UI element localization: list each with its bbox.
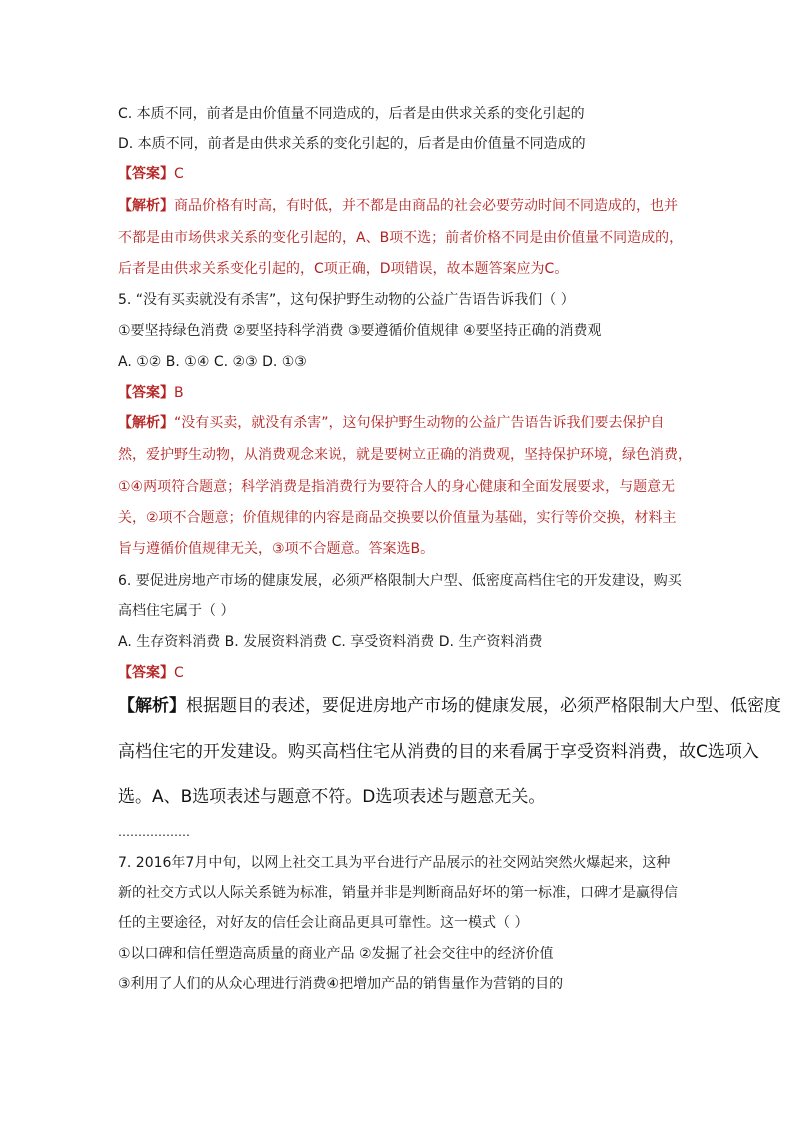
q6-choices: A. 生存资料消费 B. 发展资料消费 C. 享受资料消费 D. 生产资料消费 (118, 634, 543, 650)
q6-explanation-line-2: 高档住宅的开发建设。购买高档住宅从消费的目的来看属于享受资料消费，故C选项入 (118, 742, 759, 762)
q6-explanation-line-3: 选。A、B选项表述与题意不符。D选项表述与题意无关。 (118, 787, 546, 807)
q5-stem: 5. “没有买卖就没有杀害”，这句保护野生动物的公益广告语告诉我们（ ） (118, 292, 575, 308)
answer-value: B (174, 385, 184, 401)
option-d: D. 本质不同，前者是由供求关系的变化引起的，后者是由价值量不同造成的 (118, 136, 586, 152)
q5-explanation-line-4: 关，②项不合题意；价值规律的内容是商品交换要以价值量为基础，实行等价交换，材料主 (118, 510, 677, 526)
q4-explanation-line-2: 不都是由市场供求关系的变化引起的，A、B项不选；前者价格不同是由价值量不同造成的， (118, 230, 684, 246)
q4-answer (118, 164, 184, 184)
answer-label: 【答案】 (118, 166, 174, 182)
q7-statements-line-1: ①以口碑和信任塑造高质量的商业产品 ②发掘了社会交往中的经济价值 (118, 946, 554, 962)
explanation-text: “没有买卖，就没有杀害”，这句保护野生动物的公益广告语告诉我们要去保护自 (174, 415, 665, 431)
q4-explanation-line-3: 后者是由供求关系变化引起的，C项正确，D项错误，故本题答案应为C。 (118, 261, 569, 277)
q5-statements: ①要坚持绿色消费 ②要坚持科学消费 ③要遵循价值规律 ④要坚持正确的消费观 (118, 323, 602, 339)
q5-choices: A. ①② B. ①④ C. ②③ D. ①③ (118, 354, 307, 370)
q7-stem-line-2: 新的社交方式以人际关系链为标准，销量并非是判断商品好坏的第一标准，口碑才是赢得信 (118, 885, 678, 901)
q5-answer (118, 383, 184, 403)
explanation-text: 商品价格有时高，有时低，并不都是由商品的社会必要劳动时间不同造成的，也并 (174, 198, 678, 214)
q7-stem-line-3: 任的主要途径，对好友的信任会让商品更具可靠性。这一模式（ ） (118, 915, 529, 931)
q5-explanation-line-5: 旨与遵循价值规律无关，③项不合题意。答案选B。 (118, 541, 435, 557)
q6-stem-line-1: 6. 要促进房地产市场的健康发展，必须严格限制大户型、低密度高档住宅的开发建设，购买 (118, 573, 682, 589)
q6-explanation-line-1 (118, 694, 781, 718)
q5-explanation-line-2: 然，爱护野生动物，从消费观念来说，就是要树立正确的消费观，坚持保护环境，绿色消费， (118, 447, 692, 463)
q7-statements-line-2: ③利用了人们的从众心理进行消费④把增加产品的销售量作为营销的目的 (118, 976, 564, 992)
explanation-label: 【解析】 (118, 696, 186, 716)
ellipsis-separator: ……………… (118, 825, 190, 839)
explanation-label: 【解析】 (118, 415, 174, 431)
q4-explanation-line-1 (118, 196, 678, 216)
answer-value: C (174, 166, 184, 182)
option-c: C. 本质不同，前者是由价值量不同造成的，后者是由供求关系的变化引起的 (118, 106, 585, 122)
q7-stem-line-1: 7. 2016年7月中旬，以网上社交工具为平台进行产品展示的社交网站突然火爆起来，这种 (118, 855, 671, 871)
explanation-text: 根据题目的表述，要促进房地产市场的健康发展，必须严格限制大户型、低密度 (186, 696, 781, 716)
q5-explanation-line-3: ①④两项符合题意；科学消费是指消费行为要符合人的身心健康和全面发展要求，与题意无 (118, 479, 676, 495)
q6-stem-line-2: 高档住宅属于（ ） (118, 603, 235, 619)
answer-label: 【答案】 (118, 385, 174, 401)
explanation-label: 【解析】 (118, 198, 174, 214)
q5-explanation-line-1 (118, 413, 665, 433)
answer-label: 【答案】 (118, 665, 174, 681)
q6-answer (118, 663, 184, 683)
answer-value: C (174, 665, 184, 681)
